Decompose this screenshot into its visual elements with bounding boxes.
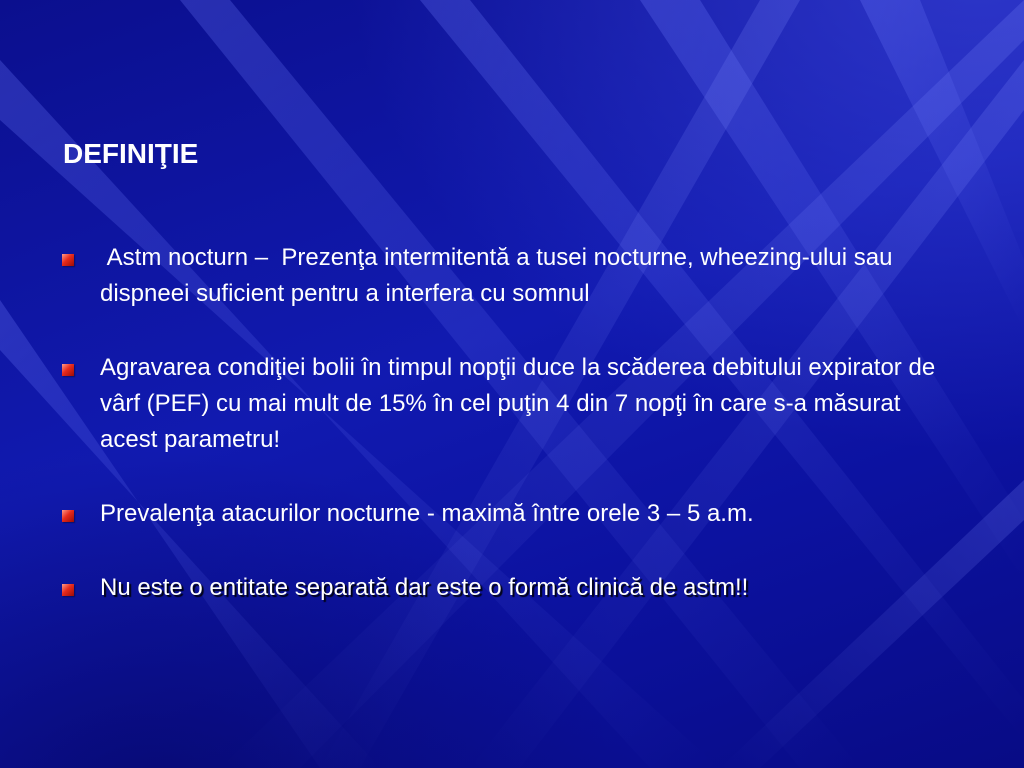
bullet-text-3: Prevalenţa atacurilor nocturne - maximă între orele 3 – 5 a.m.: [100, 500, 754, 527]
square-bullet-icon: [62, 510, 74, 522]
square-bullet-icon: [62, 364, 74, 376]
bullet-text-4: Nu este o entitate separată dar este o formă clinică de astm!!: [100, 574, 749, 601]
square-bullet-icon: [62, 254, 74, 266]
bullet-list: [62, 240, 962, 606]
bullet-text-2: Agravarea condiţiei bolii în timpul nopţii duce la scăderea debitului expirator de vârf (PEF) cu mai mult de 15% în cel puţin 4 din 7 nopţi în care s-a măsurat acest parametru!: [100, 354, 936, 453]
bullet-item-2: [62, 350, 962, 458]
bullet-item-3: [62, 496, 962, 532]
bullet-item-1: [62, 240, 962, 312]
square-bullet-icon: [62, 584, 74, 596]
bullet-item-4: [62, 570, 962, 606]
slide-title: DEFINIŢIE: [63, 138, 199, 169]
bullet-text-1: Astm nocturn – Prezenţa intermitentă a tusei nocturne, wheezing-ului sau dispneei suficient pentru a interfera cu somnul: [100, 244, 900, 307]
